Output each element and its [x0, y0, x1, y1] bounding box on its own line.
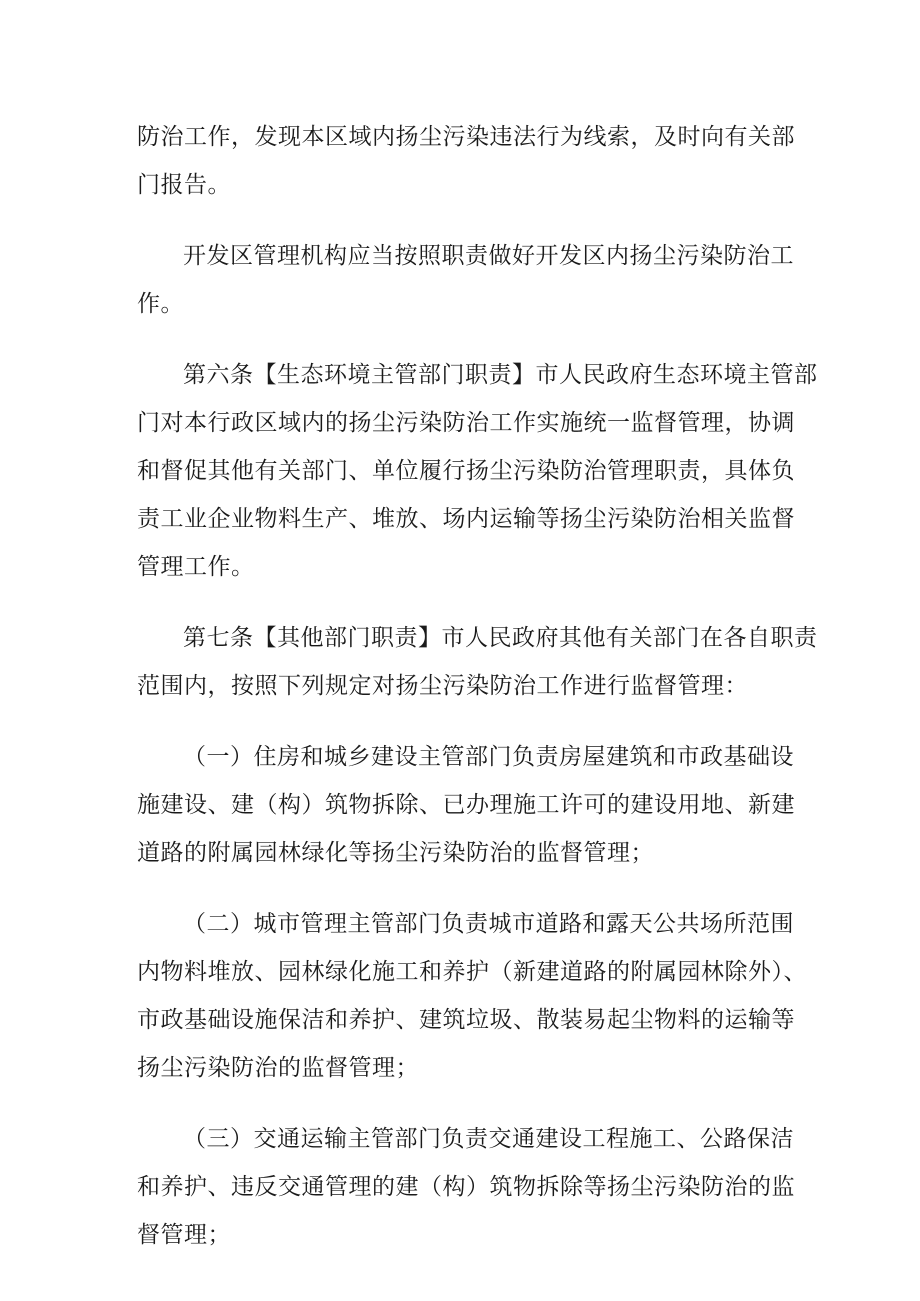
- text-line: 督管理；: [137, 1222, 231, 1248]
- text-line: 施建设、建（构）筑物拆除、已办理施工许可的建设用地、新建: [137, 792, 795, 818]
- text-line: 内物料堆放、园林绿化施工和养护（新建道路的附属园林除外）、: [137, 959, 807, 985]
- text-line: （二）城市管理主管部门负责城市道路和露天公共场所范围: [183, 911, 794, 937]
- text-line: 门报告。: [137, 172, 231, 198]
- text-line: 第六条【生态环境主管部门职责】市人民政府生态环境主管部: [183, 362, 818, 388]
- text-line: 和督促其他有关部门、单位履行扬尘污染防治管理职责，具体负: [137, 458, 795, 484]
- paragraph-item-2: [137, 900, 807, 1092]
- text-line: 开发区管理机构应当按照职责做好开发区内扬尘污染防治工: [183, 243, 794, 269]
- paragraph-duty-report: [137, 113, 795, 209]
- text-line: （三）交通运输主管部门负责交通建设工程施工、公路保洁: [183, 1126, 794, 1152]
- text-line: 扬尘污染防治的监督管理；: [137, 1055, 419, 1081]
- text-line: 和养护、违反交通管理的建（构）筑物拆除等扬尘污染防治的监: [137, 1174, 795, 1200]
- paragraph-item-3: [137, 1115, 795, 1259]
- text-line: 管理工作。: [137, 554, 255, 580]
- text-line: 市政基础设施保洁和养护、建筑垃圾、散装易起尘物料的运输等: [137, 1007, 795, 1033]
- text-line: 作。: [137, 291, 184, 317]
- text-line: 道路的附属园林绿化等扬尘污染防治的监督管理；: [137, 840, 654, 866]
- paragraph-development-zone: [137, 232, 794, 328]
- text-line: 责工业企业物料生产、堆放、场内运输等扬尘污染防治相关监督: [137, 506, 795, 532]
- text-line: 范围内，按照下列规定对扬尘污染防治工作进行监督管理：: [137, 673, 748, 699]
- text-line: （一）住房和城乡建设主管部门负责房屋建筑和市政基础设: [183, 744, 794, 770]
- text-line: 第七条【其他部门职责】市人民政府其他有关部门在各自职责: [183, 625, 818, 651]
- text-line: 防治工作，发现本区域内扬尘污染违法行为线索，及时向有关部: [137, 124, 795, 150]
- text-line: 门对本行政区域内的扬尘污染防治工作实施统一监督管理，协调: [137, 410, 795, 436]
- document-page: [137, 113, 818, 1282]
- paragraph-article-7: [137, 614, 818, 710]
- paragraph-article-6: [137, 351, 818, 591]
- paragraph-item-1: [137, 733, 795, 877]
